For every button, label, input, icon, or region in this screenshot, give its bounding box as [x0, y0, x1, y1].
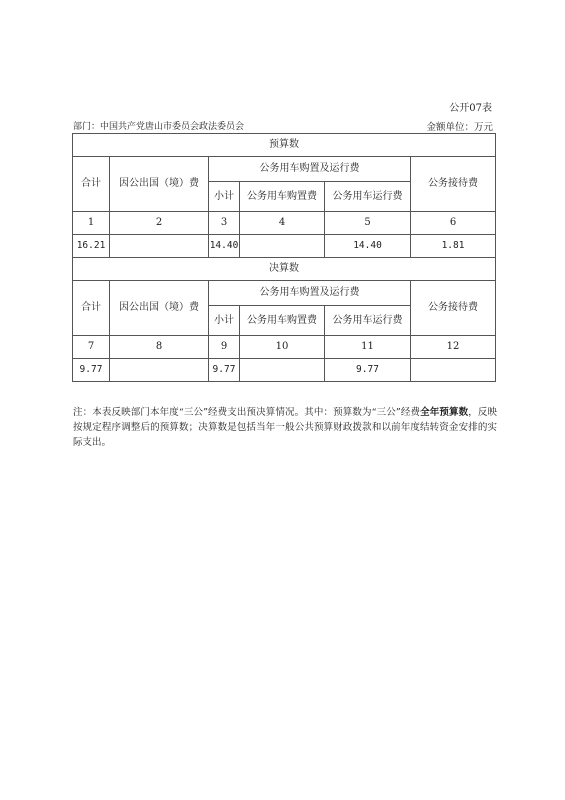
final-vehicle-operation-value: 9.77 — [325, 359, 411, 382]
column-number: 9 — [209, 336, 240, 359]
header-total: 合计 — [73, 157, 110, 212]
column-number: 11 — [325, 336, 411, 359]
header-vehicle-operation: 公务用车运行费 — [325, 306, 411, 336]
budget-subtotal-value: 14.40 — [209, 235, 240, 258]
final-reception-value — [411, 359, 496, 382]
final-column-numbers-row — [73, 336, 496, 359]
note-text-part2: ，反映按规定程序调整后的预算数；决算数是包括当年一般公共预算财政拨款和以前年度结转资金安排的实际支出。 — [73, 407, 497, 448]
budget-reception-value: 1.81 — [411, 235, 496, 258]
column-number: 8 — [110, 336, 209, 359]
table-meta — [73, 119, 493, 133]
budget-values-row — [73, 235, 496, 258]
column-number: 4 — [240, 212, 325, 235]
column-number: 5 — [325, 212, 411, 235]
column-number: 2 — [110, 212, 209, 235]
table-header-row — [73, 281, 496, 306]
column-number: 3 — [209, 212, 240, 235]
budget-abroad-value — [110, 235, 209, 258]
unit-label: 金额单位：万元 — [426, 122, 493, 133]
budget-column-numbers-row — [73, 212, 496, 235]
header-abroad: 因公出国（境）费 — [110, 281, 209, 336]
column-number: 10 — [240, 336, 325, 359]
budget-vehicle-operation-value: 14.40 — [325, 235, 411, 258]
header-subtotal: 小计 — [209, 182, 240, 212]
header-vehicle-purchase: 公务用车购置费 — [240, 182, 325, 212]
final-abroad-value — [110, 359, 209, 382]
final-section-header: 决算数 — [73, 258, 496, 281]
column-number: 1 — [73, 212, 110, 235]
header-vehicle-operation: 公务用车运行费 — [325, 182, 411, 212]
header-vehicle-group: 公务用车购置及运行费 — [209, 281, 411, 306]
header-reception: 公务接待费 — [411, 157, 496, 212]
budget-section-header: 预算数 — [73, 134, 496, 157]
budget-section-row — [73, 134, 496, 157]
final-total-value: 9.77 — [73, 359, 110, 382]
header-vehicle-purchase: 公务用车购置费 — [240, 306, 325, 336]
note-bold-text: 全年预算数 — [420, 407, 469, 418]
budget-vehicle-purchase-value — [240, 235, 325, 258]
header-reception: 公务接待费 — [411, 281, 496, 336]
table-header-row — [73, 157, 496, 182]
header-abroad: 因公出国（境）费 — [110, 157, 209, 212]
header-subtotal: 小计 — [209, 306, 240, 336]
final-values-row — [73, 359, 496, 382]
budget-total-value: 16.21 — [73, 235, 110, 258]
column-number: 12 — [411, 336, 496, 359]
department-label: 部门：中国共产党唐山市委员会政法委员会 — [73, 122, 245, 132]
final-section-row — [73, 258, 496, 281]
form-number: 公开07表 — [449, 103, 492, 114]
column-number: 6 — [411, 212, 496, 235]
final-vehicle-purchase-value — [240, 359, 325, 382]
header-vehicle-group: 公务用车购置及运行费 — [209, 157, 411, 182]
column-number: 7 — [73, 336, 110, 359]
final-subtotal-value: 9.77 — [209, 359, 240, 382]
header-total: 合计 — [73, 281, 110, 336]
note-text-part1: 注：本表反映部门本年度“三公”经费支出预决算情况。其中：预算数为“三公”经费 — [73, 407, 421, 418]
three-public-expenses-table — [72, 133, 496, 382]
table-note — [73, 405, 497, 450]
